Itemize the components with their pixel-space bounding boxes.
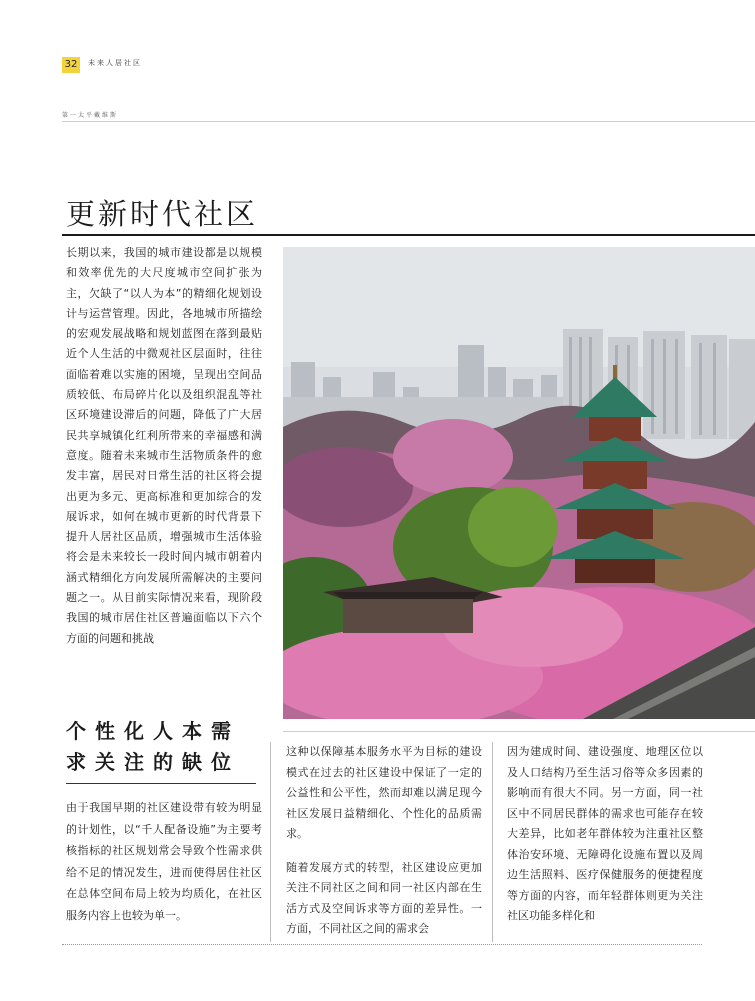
photo-caption-rule bbox=[283, 731, 755, 732]
subheading-rule bbox=[66, 783, 256, 784]
column-divider bbox=[270, 742, 271, 942]
section-paragraph-mid-2: 随着发展方式的转型，社区建设应更加关注不同社区之间和同一社区内部在生活方式及空间诉求等方面的差异性。一方面，不同社区之间的需求会 bbox=[286, 860, 482, 935]
running-title: 未来人居社区 bbox=[88, 59, 142, 67]
section-paragraph-mid-1: 这种以保障基本服务水平为目标的建设模式在过去的社区建设中保证了一定的公益性和公平性，然而却难以满足现今社区发展日益精细化、个性化的品质需求。 bbox=[286, 745, 482, 840]
intro-paragraph: 长期以来，我国的城市建设都是以规模和效率优先的大尺度城市空间扩张为主，欠缺了“以人为本”的精细化规划设计与运营管理。因此，各地城市所描绘的宏观发展战略和规划蓝图在落到最贴近个人生活的中微观社区层面时，往往面临着难以实施的困境，呈现出空间品质较低、布局碎片化以及组织混乱等社区环境建设滞后的问题，降低了广大居民共享城镇化红利所带来的幸福感和满意度。随着未来城市生活物质条件的愈发丰富，居民对日常生活的社区将会提出更为多元、更高标准和更加综合的发展诉求，如何在城市更新的时代背景下提升人居社区品质，增强城市生活体验将会是未来较长一段时间内城市朝着内涵式精细化方向发展所需解决的主要问题之一。从目前实际情况来看，现阶段我国的城市居住社区普遍面临以下六个方面的问题和挑战 bbox=[66, 246, 262, 645]
footer-rule bbox=[62, 944, 702, 945]
section-label: 第一太平戴维斯 bbox=[62, 112, 119, 119]
section-paragraph-right: 因为建成时间、建设强度、地理区位以及人口结构乃至生活习俗等众多因素的影响而有很大不同。另一方面，同一社区中不同居民群体的需求也可能存在较大差异，比如老年群体较为注重社区整体治安环境、无障碍化设施布置以及周边生活照料、医疗保健服务的便捷程度等方面的内容，而年轻群体则更为关注社区功能多样化和 bbox=[507, 745, 703, 922]
header-rule bbox=[62, 121, 755, 122]
section-paragraph-left: 由于我国早期的社区建设带有较为明显的计划性，以“千人配备设施”为主要考核指标的社区规划常会导致个性需求供给不足的情况发生，进而使得居住社区在总体空间布局上较为均质化，在社区服务内容上也较为单一。 bbox=[66, 801, 262, 922]
page-number: 32 bbox=[62, 57, 80, 73]
section-column-middle bbox=[286, 742, 482, 953]
title-rule bbox=[62, 234, 755, 236]
article-title: 更新时代社区 bbox=[66, 197, 259, 231]
section-subheading: 个性化人本需求关注的缺位 bbox=[66, 719, 240, 774]
column-divider bbox=[492, 742, 493, 942]
city-pagoda-photo bbox=[283, 247, 755, 719]
